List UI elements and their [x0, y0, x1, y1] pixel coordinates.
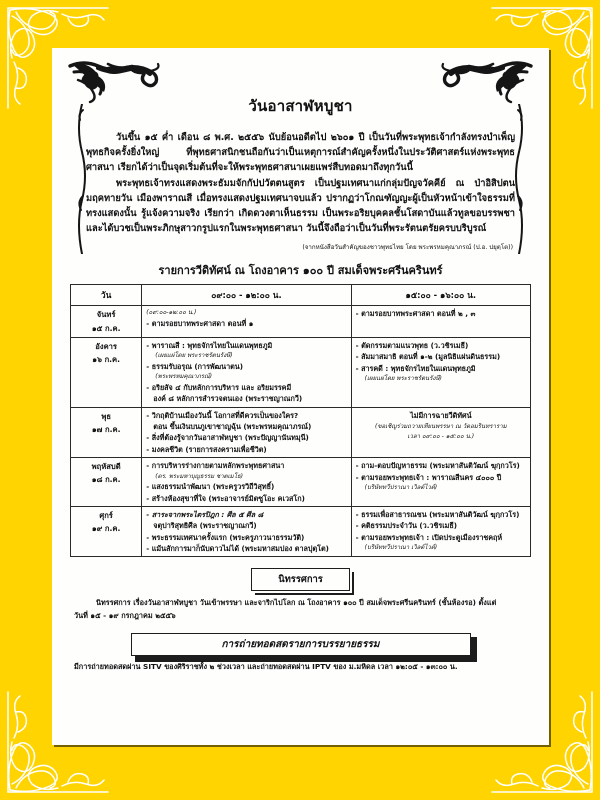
schedule-day-cell [71, 458, 142, 507]
schedule-item: - การบริหารร่างกายตามหลักพระพุทธศาสนา [146, 461, 285, 471]
schedule-item: (บริษัททวีปราณา เวิลด์ไวด์) [364, 483, 438, 491]
column-header-day: วัน [71, 285, 142, 306]
schedule-cell [142, 306, 351, 338]
schedule-item: องค์ ๘ หลักการสำรวจตนเอง (พระราชญาณกวี) [153, 394, 303, 404]
schedule-day-name: จันทร์ [96, 310, 116, 320]
source-credit: (จากหนังสือวันสำคัญของชาวพุทธไทย โดย พระพรหมคุณาภรณ์ (ป.อ. ปยุตฺโต)) [302, 244, 513, 252]
schedule-cell [142, 407, 351, 458]
schedule-item: (ดร. พระมหาบุญธรรม ชาตเมโธ) [155, 472, 244, 480]
schedule-item: (เผยแผ่โดย พระราชรัตนรังษี) [364, 375, 442, 383]
schedule-item: - ตามรอยพระพุทธเจ้า : พาราณสีนคร ๔๐๐๐ ปี [355, 472, 502, 482]
schedule-item: ไม่มีการฉายวีดิทัศน์ [410, 410, 472, 420]
schedule-day-date: ๑๙ ก.ค. [91, 524, 121, 534]
table-row [71, 506, 531, 557]
body-text [70, 130, 531, 236]
schedule-cell [142, 337, 351, 407]
schedule-item: - ตัดกรรมตามแนวพุทธ (ว.วชิรเมธี) [355, 340, 469, 350]
schedule-item: - ตามรอยพระพุทธเจ้า : เปิดประตูเมืองราชคฤห์ [355, 532, 503, 542]
schedule-item: - สิ่งที่ต้องรู้จากวันอาสาฬหบูชา (พระปัญญานันทมุนี) [146, 433, 309, 443]
schedule-day-cell [71, 337, 142, 407]
broadcast-heading: การถ่ายทอดสดรายการบรรยายธรรม [131, 633, 471, 656]
table-row [71, 407, 531, 458]
schedule-cell [351, 458, 530, 507]
table-row [71, 458, 531, 507]
schedule-day-name: อังคาร [95, 341, 117, 351]
schedule-item: - แสงธรรมนำพัฒนา (พระครูวรวิถีวิสุทธิ์) [146, 482, 275, 492]
schedule-item: (ขอเชิญร่วมถวายเทียนพรรษา ณ วัดอมรินทราราม [374, 423, 507, 431]
schedule-item: (พระพรหมคุณาภรณ์) [155, 373, 213, 381]
schedule-item: - ถาม-ตอบปัญหาธรรม (พระมหาสันติวัฒน์ ฆุกฺกวโร) [355, 461, 520, 471]
schedule-item: - พาราณสี : พุทธจักรไทยในแดนพุทธภูมิ [146, 340, 273, 350]
schedule-cell [351, 337, 530, 407]
exhibition-note-line-1: นิทรรศการ เรื่องวันอาสาฬหบูชา วันเข้าพรรษา และจาริกไปโลก ณ โถงอาคาร ๑๐๐ ปี สมเด็จพระศรีนครินทร์ (ชั้นห้องรอ) ตั้งแต่ [96, 598, 497, 608]
schedule-cell [142, 506, 351, 557]
table-header-row [71, 285, 531, 306]
schedule-item: - พระธรรมเทศนาครั้งแรก (พระครูภาวนาธรรมวัติ) [146, 532, 305, 542]
schedule-cell [142, 458, 351, 507]
schedule-item: เวลา ๐๙:๐๐ - ๑๕:๐๐ น.) [407, 433, 475, 441]
schedule-day-cell [71, 407, 142, 458]
schedule-title: รายการวีดิทัศน์ ณ โถงอาคาร ๑๐๐ ปี สมเด็จพระศรีนครินทร์ [158, 264, 443, 278]
schedule-item: - สารคดี : พุทธจักรไทยในแดนพุทธภูมิ [355, 363, 476, 373]
schedule-day-date: ๑๗ ก.ค. [91, 424, 121, 434]
broadcast-heading-wrap [70, 632, 531, 656]
schedule-item: - ตามรอยบาทพระศาสดา ตอนที่ ๒ , ๓ [355, 309, 476, 319]
scanned-document-page [52, 48, 549, 745]
schedule-item: จตุปาริสุทธิศีล (พระราชญาณกวี) [153, 521, 257, 531]
exhibition-note-line-2: วันที่ ๑๕ - ๑๙ กรกฎาคม ๒๕๕๖ [74, 610, 176, 620]
schedule-day-cell [71, 506, 142, 557]
schedule-item: - คติธรรมประจำวัน (ว.วชิรเมธี) [355, 521, 458, 531]
schedule-item: - อริยสัจ ๔ กับหลักการบริหาร และ อริยมรรคมี [146, 382, 292, 392]
schedule-item: - แม้นสักการมาก็นับดาวไม่ได้ (พระมหาสมปอง ตาลปุตฺโต) [146, 544, 329, 554]
schedule-item: ตอน ขึ้นเงินบนภูเขาชาญฉุ้น (พระพรหมคุณาภรณ์) [153, 422, 312, 432]
schedule-day-cell [71, 306, 142, 338]
schedule-item: - สัมมาสมาธิ ตอนที่ ๑-๒ (มูลนิธิแผ่นดินธรรม) [355, 352, 501, 362]
schedule-day-name: ศุกร์ [99, 510, 113, 520]
schedule-item: - มงคลชีวิต (รายการสงครามเพื่อชีวิต) [146, 444, 267, 454]
schedule-item: - ธรรมรับอรุณ (การพัฒนาตน) [146, 361, 243, 371]
column-header-morning: ๐๙:๐๐ - ๑๒:๐๐ น. [142, 285, 351, 306]
body-paragraph-2: พระพุทธเจ้าทรงแสดงพระธัมมจักกัปปวัตตนสูตร เป็นปฐมเทศนาแก่กลุ่มปัญจวัคคีย์ ณ ป่าอิสิปตนมฤคทายวัน เมืองพาราณสี เมื่อทรงแสดงปฐมเทศนาจบแล้ว ปรากฏว่าโกณฑัญญะผู้เป็นหัวหน้าเข้าใจธรรมที่ทรงแสดงนั้น รู้แจ้งความจริง เรียกว่า เกิดดวงตาเห็นธรรม เป็นพระอริยบุคคลชั้นโสดาบันแล้วทูลขอบรรพชาและได้บวชเป็นพระภิกษุสาวกรูปแรกในพระพุทธศาสนา วันนี้จึงถือว่าเป็นวันที่พระรัตนตรัยครบบริบูรณ์ [86, 178, 515, 235]
schedule-item: - สร้างห้องสุขาที่ใจ (พระอาจารย์มิตซูโอะ คเวสโก) [146, 493, 305, 503]
schedule-item: (บริษัททวีปราณา เวิลด์ไวด์) [364, 544, 438, 552]
schedule-table-body [71, 306, 531, 557]
schedule-item: (เผยแผ่โดย พระราชรัตนรังษี) [155, 352, 233, 360]
schedule-cell [351, 306, 530, 338]
schedule-item: - ธรรมเพื่อสาธารณชน (พระมหาสันติวัฒน์ ฆุกฺกวโร) [355, 509, 520, 519]
schedule-day-name: พฤหัสบดี [91, 462, 121, 472]
schedule-day-date: ๑๘ ก.ค. [91, 475, 121, 485]
schedule-item: (๐๙:๐๐-๑๒:๐๐ น.) [146, 309, 197, 317]
schedule-item: - สาระจากพระไตรปิฎก : ศีล ๕ ศีล ๘ [146, 509, 264, 519]
column-header-afternoon: ๑๕:๐๐ - ๑๖:๐๐ น. [351, 285, 530, 306]
schedule-day-date: ๑๕ ก.ค. [91, 323, 121, 333]
schedule-table [70, 284, 531, 557]
table-row [71, 337, 531, 407]
broadcast-note: มีการถ่ายทอดสดผ่าน SITV ของศิริราชทั้ง ๒ ช่วงเวลา และถ่ายทอดสดผ่าน IPTV ของ ม.มหิดล เวลา ๑๒:๐๕ - ๑๓:๐๐ น. [74, 662, 458, 672]
exhibition-heading: นิทรรศการ [251, 568, 350, 591]
table-row [71, 306, 531, 338]
schedule-item: - วิกฤติบ้านเมืองวันนี้ โอกาสที่ดีควรเป็นของใคร? [146, 410, 299, 420]
exhibition-heading-wrap [70, 567, 531, 591]
exhibition-note [70, 597, 531, 622]
schedule-day-name: พุธ [101, 411, 111, 421]
page-title: วันอาสาฬหบูชา [248, 97, 353, 115]
schedule-item: - ตามรอยบาทพระศาสดา ตอนที่ ๑ [146, 318, 254, 328]
schedule-cell-centered [351, 407, 530, 458]
schedule-day-date: ๑๖ ก.ค. [92, 355, 121, 365]
body-paragraph-1: วันขึ้น ๑๕ ค่ำ เดือน ๘ พ.ศ. ๒๕๕๖ นับย้อนอดีตไป ๒๖๐๑ ปี เป็นวันที่พระพุทธเจ้ากำลังทรงบำเพ็ญพุทธกิจครั้งยิ่งใหญ่ ที่พุทธศาสนิกชนถือกันว่าเป็นเหตุการณ์สำคัญครั้งหนึ่งในประวัติศาสตร์แห่งพระพุทธศาสนา เรียกได้ว่าเป็นจุดเริ่มต้นที่จะให้พระพุทธศาสนาเผยแพร่สืบทอดมาถึงทุกวันนี้ [86, 132, 515, 174]
schedule-cell [351, 506, 530, 557]
